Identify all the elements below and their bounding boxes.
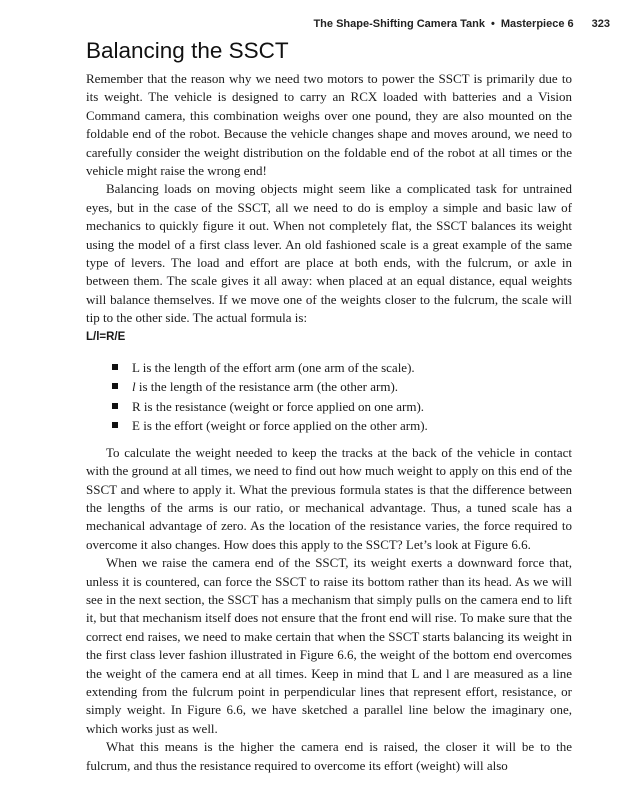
list-item	[112, 377, 572, 397]
bullet-icon	[112, 364, 118, 370]
variable-symbol: L	[132, 359, 140, 375]
lever-formula: L/l=R/E	[86, 330, 126, 343]
header-separator: •	[491, 18, 495, 30]
bullet-icon	[112, 403, 118, 409]
bullet-icon	[112, 383, 118, 389]
variable-description: is the length of the resistance arm (the other arm).	[135, 379, 399, 395]
variable-description: is the resistance (weight or force applied on one arm).	[140, 398, 425, 414]
list-item	[112, 358, 572, 378]
running-header	[86, 18, 610, 30]
header-chapter-title: The Shape-Shifting Camera Tank	[313, 18, 486, 30]
paragraph-raise-camera: When we raise the camera end of the SSCT, its weight exerts a downward force that, unless it is countered, can force the SSCT to raise its bottom rather than its head. As we will see in the next section, the SSCT has a mechanism that simply pulls on the camera end to lift it, but that mechanism itself does not ensure that the front end will rise. To make sure that the correct end raises, we need to make certain that when the SSCT starts balancing its weight in the first class lever fashion illustrated in Figure 6.6, the weight of the bottom end overcomes the weight of the camera end at all times. Keep in mind that L and l are measured as a line extending from the fulcrum point in perpendicular lines that represent effort, resistance, or simply weight. In Figure 6.6, we have sketched a parallel line below the imaginary one, which works just as well.	[86, 555, 572, 736]
formula-variable-list	[86, 358, 572, 436]
variable-symbol: E	[132, 418, 140, 434]
paragraph-higher-camera: What this means is the higher the camera end is raised, the closer it will be to the fulcrum, and thus the resistance required to overcome its effort (weight) will also	[86, 739, 572, 773]
list-item	[112, 397, 572, 417]
page-number: 323	[591, 18, 610, 30]
variable-description: is the length of the effort arm (one arm of the scale).	[139, 359, 415, 375]
paragraph-weight-intro: Remember that the reason why we need two motors to power the SSCT is primarily due to its weight. The vehicle is designed to carry an RCX loaded with batteries and a Vision Command camera, this combination weighs over one pound, they are also mounted on the foldable end of the robot. Because the vehicle changes shape and moves around, we need to carefully consider the weight distribution on the foldable end of the robot at all times or the vehicle might raise the wrong end!	[86, 71, 572, 179]
section-heading: Balancing the SSCT	[86, 38, 289, 63]
variable-description: is the effort (weight or force applied on the other arm).	[139, 418, 428, 434]
paragraph-balancing-loads: Balancing loads on moving objects might seem like a complicated task for untrained eyes, but in the case of the SSCT, all we need to do is employ a simple and basic law of mechanics to quickly figure it out. When not completely flat, the SSCT balances its weight using the model of a first class lever. An old fashioned scale is a great example of the same type of levers. The load and effort are place at both ends, with the fulcrum, or axle in between them. The scale gives it all away: when placed at an equal distance, equal weights will balance themselves. If we move one of the weights closer to the fulcrum, the scale will tip to the other side. The actual formula is:	[86, 181, 572, 326]
variable-symbol: R	[132, 398, 141, 414]
variable-symbol: l	[132, 379, 136, 395]
bullet-icon	[112, 422, 118, 428]
header-section: Masterpiece 6	[500, 18, 574, 30]
list-item	[112, 416, 572, 436]
body-text	[86, 70, 572, 775]
paragraph-calculate-weight: To calculate the weight needed to keep the tracks at the back of the vehicle in contact with the ground at all times, we need to find out how much weight to apply on this end of the SSCT and where to apply it. What the previous formula states is that the difference between the lengths of the arms is our ratio, or mechanical advantage. Thus, a tuned scale has a mechanical advantage of zero. As the location of the resistance varies, the force required to overcome it also changes. How does this apply to the SSCT? Let’s look at Figure 6.6.	[86, 444, 572, 552]
